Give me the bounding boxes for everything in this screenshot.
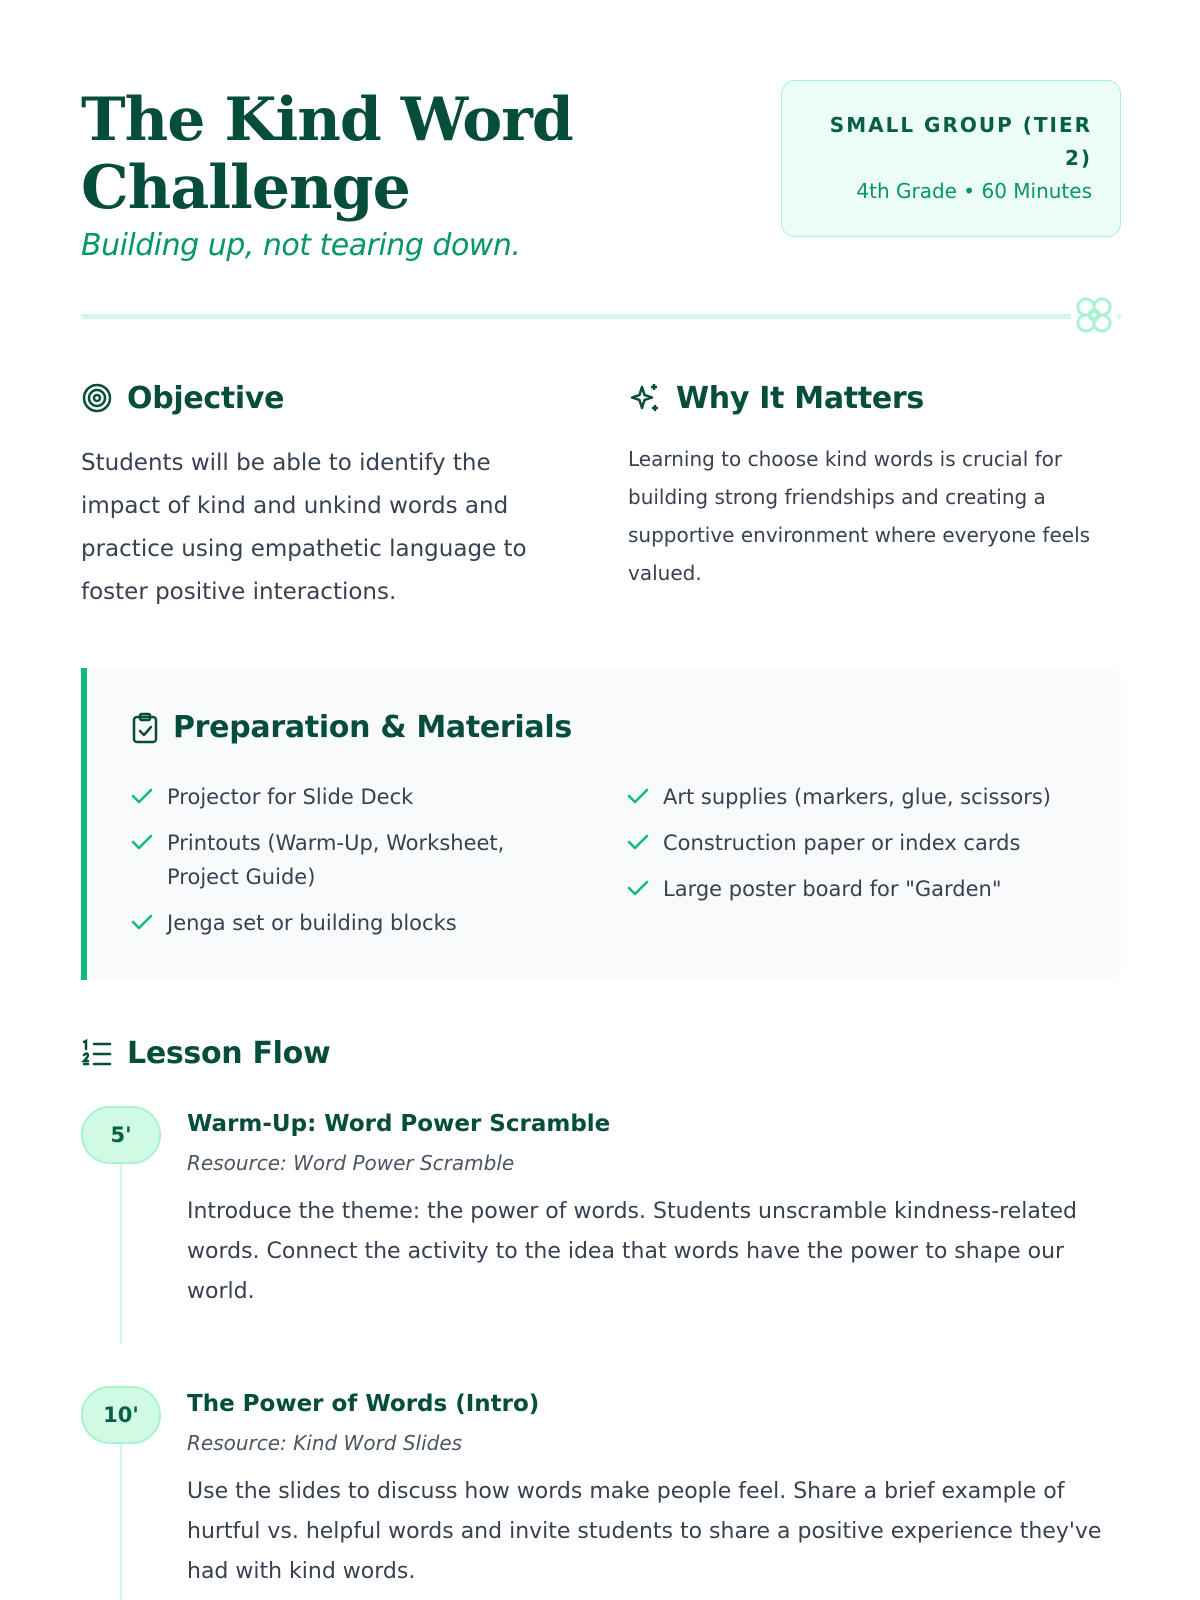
step-time-badge: 10' bbox=[81, 1386, 161, 1444]
list-item bbox=[131, 826, 551, 894]
list-item bbox=[627, 826, 1097, 860]
objective-text: Students will be able to identify the impact of kind and unkind words and practice using empathetic language to foster positive interactions. bbox=[81, 450, 527, 605]
flower-icon bbox=[1071, 292, 1117, 338]
material-label: Large poster board for "Garden" bbox=[663, 877, 1002, 901]
objective-section bbox=[81, 378, 561, 614]
list-item bbox=[627, 780, 1097, 814]
check-icon bbox=[131, 913, 153, 931]
check-icon bbox=[131, 787, 153, 805]
materials-card bbox=[81, 668, 1121, 980]
step-title: Warm-Up: Word Power Scramble bbox=[187, 1111, 611, 1137]
badge-tier: SMALL GROUP (TIER 2) bbox=[829, 113, 1092, 170]
why-text: Learning to choose kind words is crucial for building strong friendships and creating a supportive environment where everyone feels valued. bbox=[628, 447, 1091, 585]
lesson-plan-page bbox=[81, 0, 1121, 1600]
list-ordered-icon bbox=[81, 1039, 113, 1069]
check-icon bbox=[131, 833, 153, 851]
check-icon bbox=[627, 787, 649, 805]
step-description: Introduce the theme: the power of words. Students unscramble kindness-related words. Connect the activity to the idea that words have the power to shape our world. bbox=[187, 1199, 1077, 1304]
list-item bbox=[131, 906, 551, 940]
lesson-step bbox=[81, 1106, 1121, 1346]
clipboard-check-icon bbox=[131, 712, 159, 744]
step-resource: Resource: Kind Word Slides bbox=[187, 1431, 463, 1455]
material-label: Projector for Slide Deck bbox=[167, 785, 414, 809]
step-resource: Resource: Word Power Scramble bbox=[187, 1151, 515, 1175]
materials-list-left bbox=[131, 780, 551, 952]
material-label: Construction paper or index cards bbox=[663, 831, 1021, 855]
list-item bbox=[627, 872, 1097, 906]
material-label: Printouts (Warm-Up, Worksheet, Project Guide) bbox=[167, 831, 505, 889]
header bbox=[81, 80, 1121, 280]
why-section bbox=[628, 378, 1121, 592]
material-label: Jenga set or building blocks bbox=[167, 911, 457, 935]
divider bbox=[81, 314, 1121, 319]
step-description: Use the slides to discuss how words make people feel. Share a brief example of hurtful vs. helpful words and invite students to share a positive experience they've had with kind words. bbox=[187, 1479, 1102, 1584]
materials-title: Preparation & Materials bbox=[173, 710, 572, 745]
materials-list-right bbox=[627, 780, 1097, 918]
material-label: Art supplies (markers, glue, scissors) bbox=[663, 785, 1051, 809]
group-badge bbox=[781, 80, 1121, 237]
check-icon bbox=[627, 879, 649, 897]
lesson-flow-title: Lesson Flow bbox=[127, 1036, 331, 1071]
target-icon bbox=[81, 382, 113, 414]
why-title: Why It Matters bbox=[676, 380, 924, 416]
timeline-line bbox=[120, 1164, 122, 1344]
step-time-badge: 5' bbox=[81, 1106, 161, 1164]
sparkles-icon bbox=[628, 381, 662, 415]
list-item bbox=[131, 780, 551, 814]
lesson-flow-header bbox=[81, 1036, 330, 1071]
timeline-line bbox=[120, 1444, 122, 1600]
objective-title: Objective bbox=[127, 380, 285, 416]
check-icon bbox=[627, 833, 649, 851]
step-title: The Power of Words (Intro) bbox=[187, 1391, 540, 1417]
page-subtitle: Building up, not tearing down. bbox=[81, 228, 521, 263]
badge-meta: 4th Grade • 60 Minutes bbox=[856, 179, 1092, 203]
page-title: The Kind Word Challenge bbox=[81, 85, 573, 223]
lesson-step bbox=[81, 1386, 1121, 1600]
